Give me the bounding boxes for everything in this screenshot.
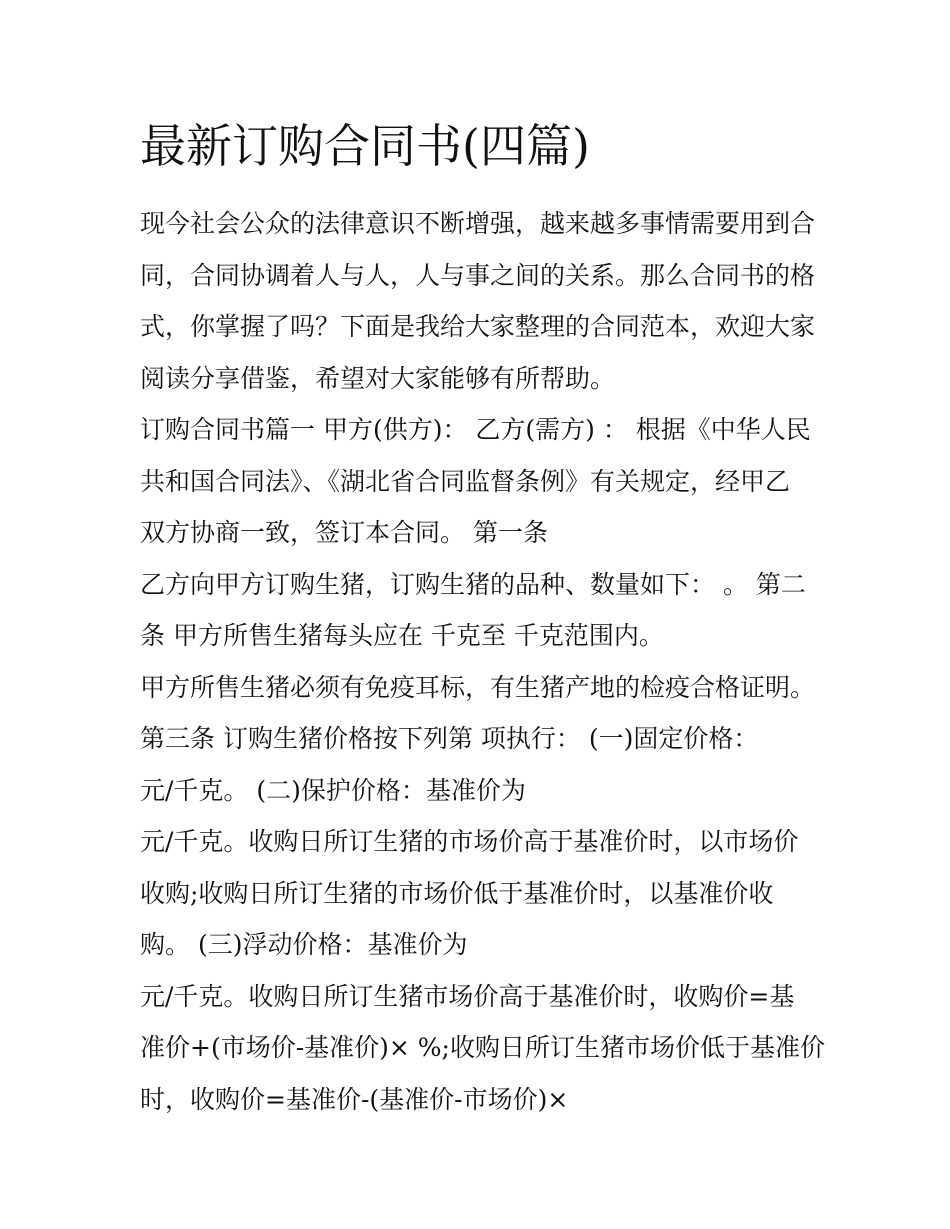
body-line: 购。 (三)浮动价格：基准价为: [140, 930, 468, 959]
body-line: 条 甲方所售生猪每头应在 千克至 千克范围内。: [140, 621, 664, 650]
body-line: 元/千克。收购日所订生猪的市场价高于基准价时，以市场价: [140, 827, 799, 856]
body-line: 准价+(市场价-基准价)× %;收购日所订生猪市场价低于基准价: [140, 1033, 825, 1062]
body-line: 式，你掌握了吗？下面是我给大家整理的合同范本，欢迎大家: [140, 312, 816, 341]
body-line: 现今社会公众的法律意识不断增强，越来越多事情需要用到合: [140, 209, 816, 238]
body-line: 甲方所售生猪必须有免疫耳标，有生猪产地的检疫合格证明。: [140, 672, 816, 702]
body-line: 双方协商一致，签订本合同。 第一条: [140, 518, 548, 547]
body-line: 订购合同书篇一 甲方(供方)： 乙方(需方) ： 根据《中华人民: [140, 415, 811, 444]
body-line: 时，收购价=基准价-(基准价-市场价)×: [140, 1084, 569, 1114]
body-line: 阅读分享借鉴，希望对大家能够有所帮助。: [140, 363, 616, 393]
document-title: 最新订购合同书(四篇): [140, 119, 590, 173]
body-line: 第三条 订购生猪价格按下列第 项执行： (一)固定价格：: [140, 724, 759, 753]
body-line: 元/千克。 (二)保护价格：基准价为: [140, 775, 526, 805]
body-line: 元/千克。收购日所订生猪市场价高于基准价时，收购价=基: [140, 981, 795, 1011]
body-line: 共和国合同法》、《湖北省合同监督条例》有关规定，经甲乙: [140, 466, 791, 496]
body-line: 乙方向甲方订购生猪，订购生猪的品种、数量如下： 。 第二: [140, 569, 806, 599]
body-line: 同，合同协调着人与人，人与事之间的关系。那么合同书的格: [140, 260, 816, 290]
body-line: 收购;收购日所订生猪的市场价低于基准价时，以基准价收: [140, 878, 774, 908]
document-body: [140, 198, 825, 1125]
